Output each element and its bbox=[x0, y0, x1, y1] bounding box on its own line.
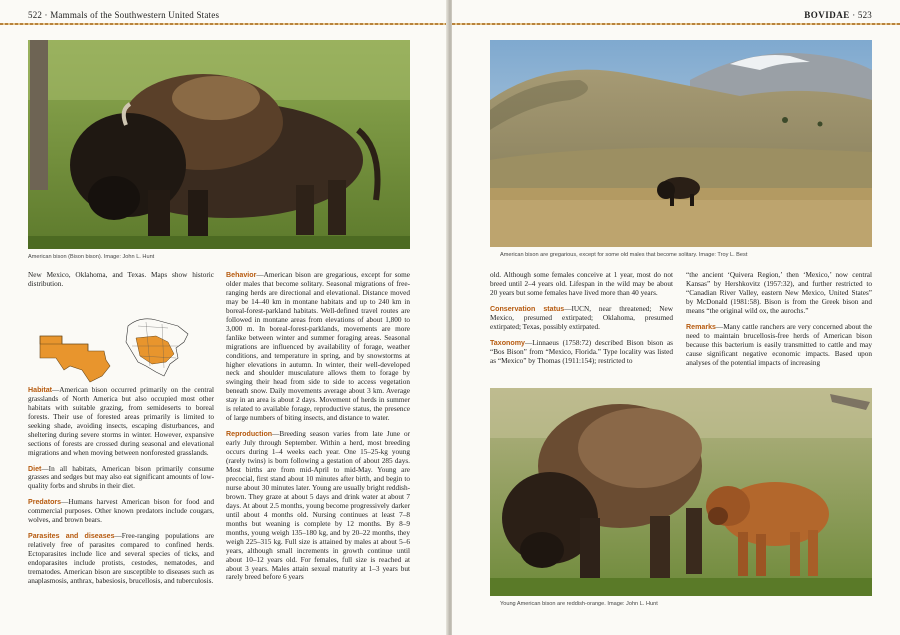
right-running-head: BOVIDAE · 523 bbox=[804, 10, 872, 20]
predators-text: —Humans harvest American bison for food and commercial purposes. Other known predators include cougars, wolves, and brown bears. bbox=[28, 498, 214, 525]
top-photo-caption: American bison are gregarious, except for some old males that become solitary. Image: Troy L. Best bbox=[500, 252, 748, 258]
conservation-heading: Conservation status bbox=[490, 304, 565, 313]
left-page-column-1 bbox=[28, 271, 214, 593]
intro-paragraph: New Mexico, Oklahoma, and Texas. Maps show historic distribution. bbox=[28, 271, 214, 288]
conservation-paragraph bbox=[490, 305, 673, 332]
landscape-bison-photo bbox=[490, 40, 872, 247]
behavior-text: —American bison are gregarious, except for some older males that become solitary. Seasonal migrations of free-ranging herds are directional and elevational. Distance moved may be 14–40 km in montane habitats and up to 240 km in boreal-forest-parkland habitats. Well-defined travel routes are followed in montane areas from elevations of about 1,800 to 3,000 m. In boreal-forest-parklands, movements are more fanlike between winter and summer foraging areas. Seasonal migrations are influenced by availability of forage, weather conditions, and temperature in spring, and by snowstorms at higher elevations in autumn. In winter, their well-developed neck and shoulder musculature allows them to forage by swinging their head from side to side to access vegetation beneath snow. Daily movements average about 3 km. Average stay in an area is about 2 days. Movement of herds in summer is related to available forage, reproductive status, the presence of large numbers of biting insects, and distance to water. bbox=[226, 271, 410, 423]
calf-bison-photo bbox=[490, 388, 872, 596]
left-page-number: 522 bbox=[28, 10, 43, 20]
left-running-title: Mammals of the Southwestern United States bbox=[50, 10, 220, 20]
habitat-heading: Habitat bbox=[28, 385, 53, 394]
behavior-heading: Behavior bbox=[226, 271, 257, 279]
right-page-column-1 bbox=[490, 271, 673, 373]
right-running-title: BOVIDAE bbox=[804, 10, 850, 20]
bottom-photo-caption: Young American bison are reddish-orange. Image: John L. Hunt bbox=[500, 601, 658, 607]
parasites-paragraph bbox=[28, 532, 214, 586]
right-page bbox=[452, 0, 900, 635]
remarks-paragraph bbox=[686, 323, 872, 368]
distribution-maps bbox=[28, 296, 214, 386]
diet-paragraph bbox=[28, 465, 214, 492]
left-page-column-2 bbox=[226, 271, 410, 589]
habitat-paragraph bbox=[28, 386, 214, 458]
taxonomy-paragraph bbox=[490, 339, 673, 366]
parasites-heading: Parasites and diseases bbox=[28, 532, 115, 541]
left-running-head: 522 · Mammals of the Southwestern United States bbox=[28, 10, 220, 20]
predators-heading: Predators bbox=[28, 498, 62, 507]
conservation-text: —IUCN, near threatened; New Mexico, presumed extirpated; Oklahoma, presumed extirpated; Texas, possibly extirpated. bbox=[490, 304, 673, 331]
reproduction-text: —Breeding season varies from late June or early July through September. Within a herd, most breeding occurs during 1–4 weeks each year. One 15–25-kg young (rarely twins) is born following a gestation of about 285 days. Most births are from mid-April to mid-May. Young are precocial, first stand about 10 minutes after birth, and begin to nurse about 30 minutes later. Young are usually bright reddish-brown. They graze at about 5 days and drink water at about 7 days. At about 2.5 months, young become progressively darker until about 4 months old. Nursing continues at least 7–8 months but weaning is complete by 12 months. By 8–9 months, young weigh 135–180 kg, and by 20–22 months, they weigh 225–315 kg. Full size is attained by males at about 5–6 years, although small increments in growth continue until about 10–12 years old. For females, full size is reached at about 3 years. Males attain sexual maturity at 1–3 years but rarely breed before 6 years bbox=[226, 430, 410, 582]
range-map-states bbox=[28, 296, 214, 386]
header-rule bbox=[0, 23, 448, 25]
bison-photo bbox=[28, 40, 410, 249]
left-photo-caption: American bison (Bison bison). Image: John L. Hunt bbox=[28, 254, 155, 260]
continued-paragraph: old. Although some females conceive at 1 year, most do not breed until 2–4 years old. Lifespan in the wild may be about 20 years but some females have lived more than 40 years. bbox=[490, 271, 673, 297]
habitat-text: —American bison occurred primarily on the central grasslands of North America but also occupied most other habitats with suitable grazing, from semideserts to boreal forests. Their use of forested areas primarily is limited to seeking shade, avoiding insects, escaping disturbances, and sheltering during severe storms in winter. However, expansive sections of forests are crossed during seasonal and elevational migrations and when moving between nonforested grasslands. bbox=[28, 385, 214, 457]
right-page-number: 523 bbox=[857, 10, 872, 20]
taxonomy-heading: Taxonomy bbox=[490, 338, 525, 347]
parasites-text: —Free-ranging populations are relatively free of parasites compared to confined herds. Ectoparasites include lice and several species of ticks, and endoparasites include protists, cestodes, nematodes, and trematodes. American bison are susceptible to diseases such as anaplasmosis, anthrax, babesiosis, brucellosis, and tuberculosis. bbox=[28, 532, 214, 586]
predators-paragraph bbox=[28, 498, 214, 525]
header-rule bbox=[452, 23, 900, 25]
diet-text: —In all habitats, American bison primarily consume grasses and sedges but may also eat significant amounts of low-quality forbs and shrubs in their diet. bbox=[28, 464, 214, 491]
left-page bbox=[0, 0, 448, 635]
remarks-heading: Remarks bbox=[686, 322, 716, 331]
remarks-text: —Many cattle ranchers are very concerned about the need to maintain brucellosis-free herds of American bison because this bacterium is easily transmitted to cattle and may cause significant negative economic impacts. Based upon analyses of the potential impacts of increasing bbox=[686, 322, 872, 367]
reproduction-paragraph bbox=[226, 430, 410, 582]
type-locality-paragraph: “the ancient ‘Quivera Region,’ then ‘Mexico,’ now central Kansas” by Hershkovitz (1957:32), and further restricted to “Canadian River Valley, eastern New Mexico, United States” by McDonald (1981:58). Bison is from the Greek bison and means “the original wild ox, the aurochs.” bbox=[686, 271, 872, 315]
diet-heading: Diet bbox=[28, 464, 42, 473]
taxonomy-text: —Linnaeus (1758:72) described Bison bison as “Bos Bison” from “Mexico, Florida.” Type locality was listed as “Mexico” by Thomas (1911:154); restricted to bbox=[490, 338, 673, 365]
reproduction-heading: Reproduction bbox=[226, 430, 273, 439]
behavior-paragraph bbox=[226, 271, 410, 423]
right-page-column-2 bbox=[686, 271, 872, 375]
